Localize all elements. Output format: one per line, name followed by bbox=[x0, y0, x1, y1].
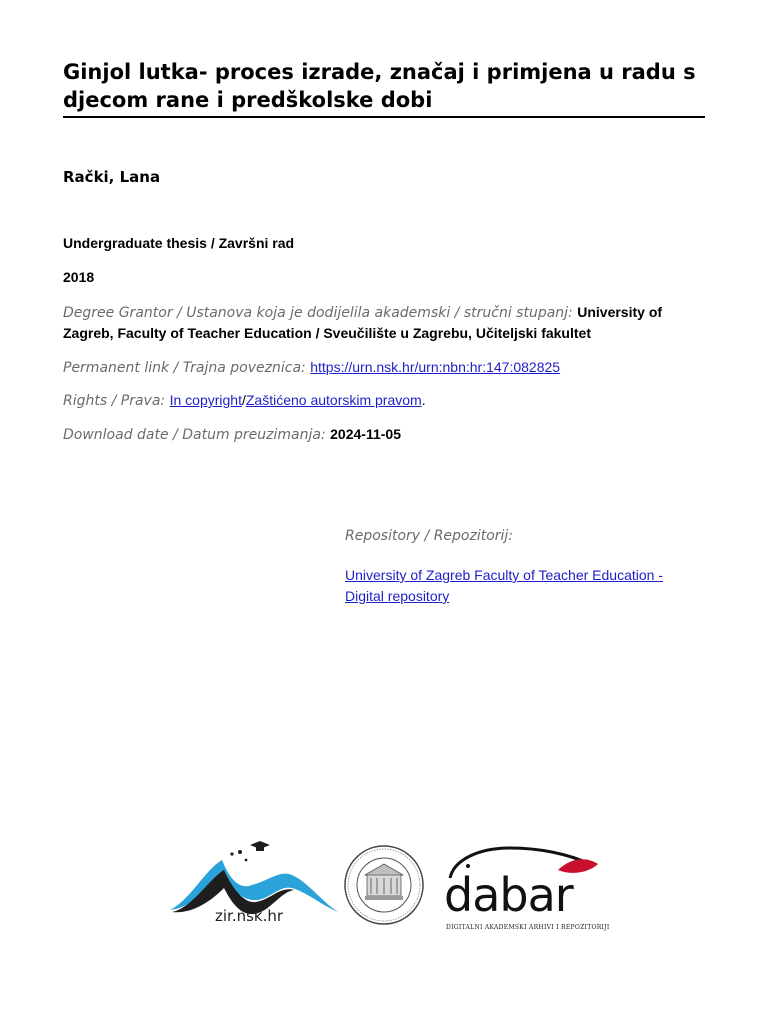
rights-link-en[interactable]: In copyright bbox=[169, 392, 242, 408]
thesis-year: 2018 bbox=[63, 269, 95, 285]
rights-label: Rights / Prava: bbox=[63, 393, 166, 409]
rights-row bbox=[63, 390, 703, 411]
dabar-subtitle: DIGITALNI AKADEMSKI ARHIVI I REPOZITORIJI bbox=[446, 924, 610, 931]
grantor-value: University of Zagreb, Faculty of Teacher Education / Sveučilište u Zagrebu, Učiteljski fakultet bbox=[63, 304, 663, 341]
rights-link-hr[interactable]: Zaštićeno autorskim pravom bbox=[245, 392, 422, 408]
zir-logo-text: zir.nsk.hr bbox=[215, 907, 284, 925]
dabar-wordmark: dabar bbox=[444, 868, 573, 922]
author-name: Rački, Lana bbox=[63, 168, 161, 186]
document-title: Ginjol lutka- proces izrade, značaj i primjena u radu s djecom rane i predškolske dobi bbox=[63, 60, 696, 112]
dabar-logo[interactable] bbox=[440, 840, 610, 940]
repository-label: Repository / Repozitorij: bbox=[345, 528, 514, 544]
download-date-row bbox=[63, 424, 703, 445]
rights-separator: / bbox=[241, 392, 246, 408]
title-divider bbox=[63, 116, 705, 118]
permanent-link-label: Permanent link / Trajna poveznica: bbox=[63, 360, 306, 376]
download-date-value: 2024-11-05 bbox=[330, 426, 401, 442]
repository-link[interactable]: University of Zagreb Faculty of Teacher Education - Digital repository bbox=[345, 567, 664, 604]
logos-strip bbox=[160, 830, 610, 940]
university-seal bbox=[343, 844, 425, 926]
rights-end: . bbox=[421, 392, 426, 408]
zir-logo[interactable] bbox=[160, 830, 340, 940]
permanent-link-row bbox=[63, 357, 703, 378]
grantor-row bbox=[63, 302, 703, 344]
download-date-label: Download date / Datum preuzimanja: bbox=[63, 427, 326, 443]
university-seal-icon bbox=[343, 844, 425, 926]
permanent-link[interactable]: https://urn.nsk.hr/urn:nbn:hr:147:082825 bbox=[310, 359, 561, 375]
thesis-type: Undergraduate thesis / Završni rad bbox=[63, 235, 295, 251]
grantor-label: Degree Grantor / Ustanova koja je dodijelila akademski / stručni stupanj: bbox=[63, 305, 573, 321]
